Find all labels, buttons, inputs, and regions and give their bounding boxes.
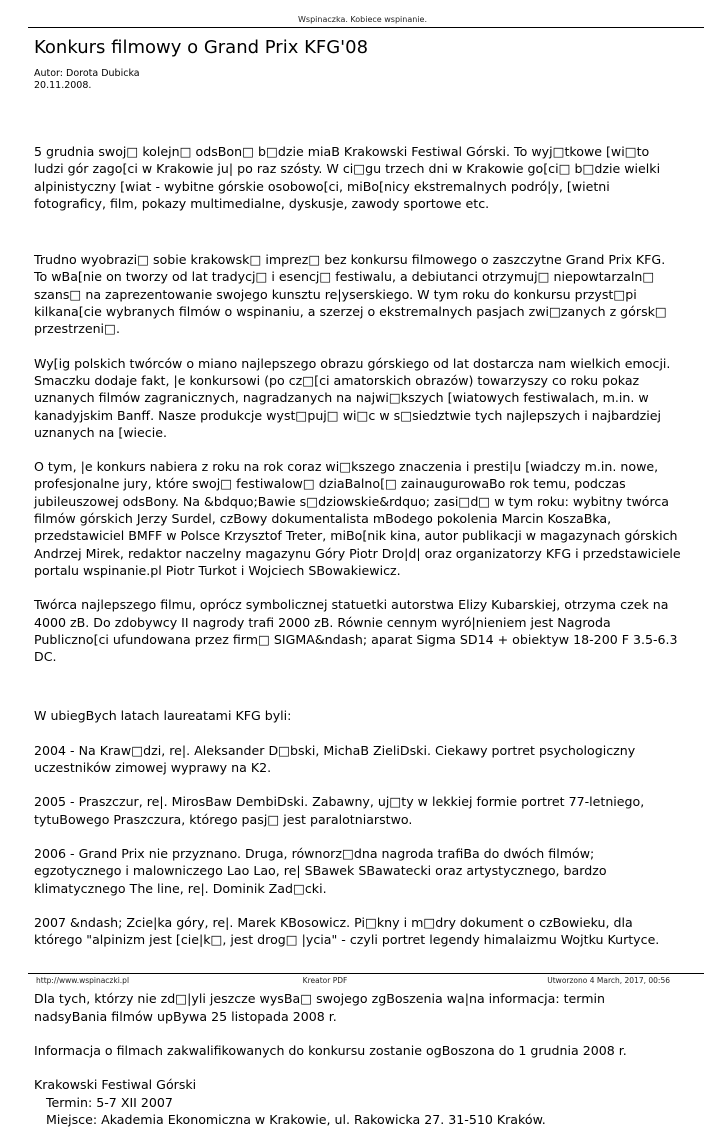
footer-generator: Kreator PDF — [302, 976, 348, 985]
paragraph: O tym, |e konkurs nabiera z roku na rok coraz wi□kszego znaczenia i presti|u [wiadczy m.in. nowe, profesjonalne jury, które swoj□ festiwalow□ dziaBalno[□ zainaugurowaBo rok temu, podczas jubileuszowej odsBony. Na &bdquo;Bawie s□dziowskie&rdquo; zasi□d□ w tym roku: wybitny twórca filmów górskich Jerzy Surdel, czBowy dokumentalista mBodego pokolenia Marcin KoszaBka, przedstawiciel BMFF w Polsce Krzysztof Treter, miBo[nik kina, autor publikacji w magazynach górskich Andrzej Mirek, redaktor naczelny magazynu Góry Piotr Dro|d| oraz organizatorzy KFG i przedstawiciele portalu wspinanie.pl Piotr Turkot i Wojciech SBowakiewicz. — [34, 459, 681, 578]
event-name: Krakowski Festiwal Górski — [34, 1077, 197, 1093]
qualification-info: Informacja o filmach zakwalifikowanych do konkursu zostanie ogBoszona do 1 grudnia 2008 r. — [34, 1042, 627, 1058]
paragraph: Wy[ig polskich twórców o miano najlepszego obrazu górskiego od lat dostarcza nam wielkich emocji. Smaczku dodaje fakt, |e konkursowi (po cz□[ci amatorskich obrazów) towarzyszy co roku pokaz uznanych filmów zagranicznych, nagradzanych na najwi□kszych [wiatowych festiwalach, m.in. w kanadyjskim Banff. Nasze produkcje wyst□puj□ wi□c w s□siedztwie tych najlepszych i najbardziej uznanych na [wiecie. — [34, 355, 671, 440]
event-place: Miejsce: Akademia Ekonomiczna w Krakowie, ul. Rakowicka 27. 31-510 Kraków. — [46, 1111, 546, 1127]
article-title: Konkurs filmowy o Grand Prix KFG'08 — [34, 37, 369, 58]
paragraph: Twórca najlepszego filmu, oprócz symbolicznej statuetki autorstwa Elizy Kubarskiej, otrzyma czek na 4000 zB. Do zdobywcy II nagrody trafi 2000 zB. Równie cennym wyró|nieniem jest Nagroda Publiczno[ci ufundowana przez firm□ SIGMA&ndash; aparat Sigma SD14 + obiektyw 18-200 F 3.5-6.3 DC. — [34, 597, 678, 665]
paragraph: Trudno wyobrazi□ sobie krakowsk□ imprez□ bez konkursu filmowego o zaszczytne Grand Prix KFG. To wBa[nie on tworzy od lat tradycj□ i esencj□ festiwalu, a debiutanci otrzymuj□ niepowtarzaln□ szans□ na zaprezentowanie swojego kunsztu re|yserskiego. W tym roku do konkursu przyst□pi kilkana[cie wybranych filmów o wspinaniu, a szerzej o ekstremalnych pasjach zwi□zanych z górsk□ przestrzeni□. — [34, 252, 667, 337]
article-author: Autor: Dorota Dubicka — [34, 68, 140, 79]
laureate-item: 2004 - Na Kraw□dzi, re|. Aleksander D□bski, MichaB ZieliDski. Ciekawy portret psychologiczny uczestników zimowej wyprawy na K2. — [34, 742, 636, 776]
header-divider — [28, 27, 704, 28]
deadline-info: Dla tych, którzy nie zd□|yli jeszcze wysBa□ swojego zgBoszenia wa|na informacja: termin nadsyBania filmów upBywa 25 listopada 2008 r. — [34, 991, 605, 1024]
footer-url[interactable]: http://www.wspinaczki.pl — [36, 976, 130, 985]
event-term: Termin: 5-7 XII 2007 — [46, 1094, 173, 1110]
laureate-item: 2007 &ndash; Zcie|ka góry, re|. Marek KBosowicz. Pi□kny i m□dry dokument o czBowieku, dla którego "alpinizm jest [cie|k□, jest drog□ |ycia" - czyli portret legendy himalaizmu Wojtku Kurtyce. — [34, 914, 660, 948]
event-info — [34, 1076, 682, 1128]
page-header-tagline: Wspinaczka. Kobiece wspinanie. — [298, 15, 427, 24]
laureate-item: 2005 - Praszczur, re|. MirosBaw DembiDski. Zabawny, uj□ty w lekkiej formie portret 77-letniego, tytuBowego Praszczura, którego pasj□ jest paralotniarstwo. — [34, 794, 645, 827]
article-date: 20.11.2008. — [34, 80, 92, 91]
paragraph: 5 grudnia swoj□ kolejn□ odsBon□ b□dzie miaB Krakowski Festiwal Górski. To wyj□tkowe [wi□to ludzi gór zago[ci w Krakowie ju| po raz szósty. W ci□gu trzech dni w Krakowie go[ci□ b□dzie wielki alpinistyczny [wiat - wybitne górskie osobowo[ci, miBo[nicy ekstremalnych podró|y, [wietni fotograficy, film, pokazy multimedialne, dyskusje, zawody sportowe etc. — [34, 144, 661, 211]
footer-divider — [28, 973, 704, 974]
laureates-intro: W ubiegBych latach laureatami KFG byli: — [34, 708, 292, 724]
laureate-item: 2006 - Grand Prix nie przyznano. Druga, równorz□dna nagroda trafiBa do dwóch filmów; egzotycznego i malowniczego Lao Lao, re| SBawek SBawatecki oraz artystycznego, bardzo klimatycznego The line, re|. Dominik Zad□cki. — [34, 845, 607, 896]
footer-created-date: Utworzono 4 March, 2017, 00:56 — [547, 976, 670, 985]
